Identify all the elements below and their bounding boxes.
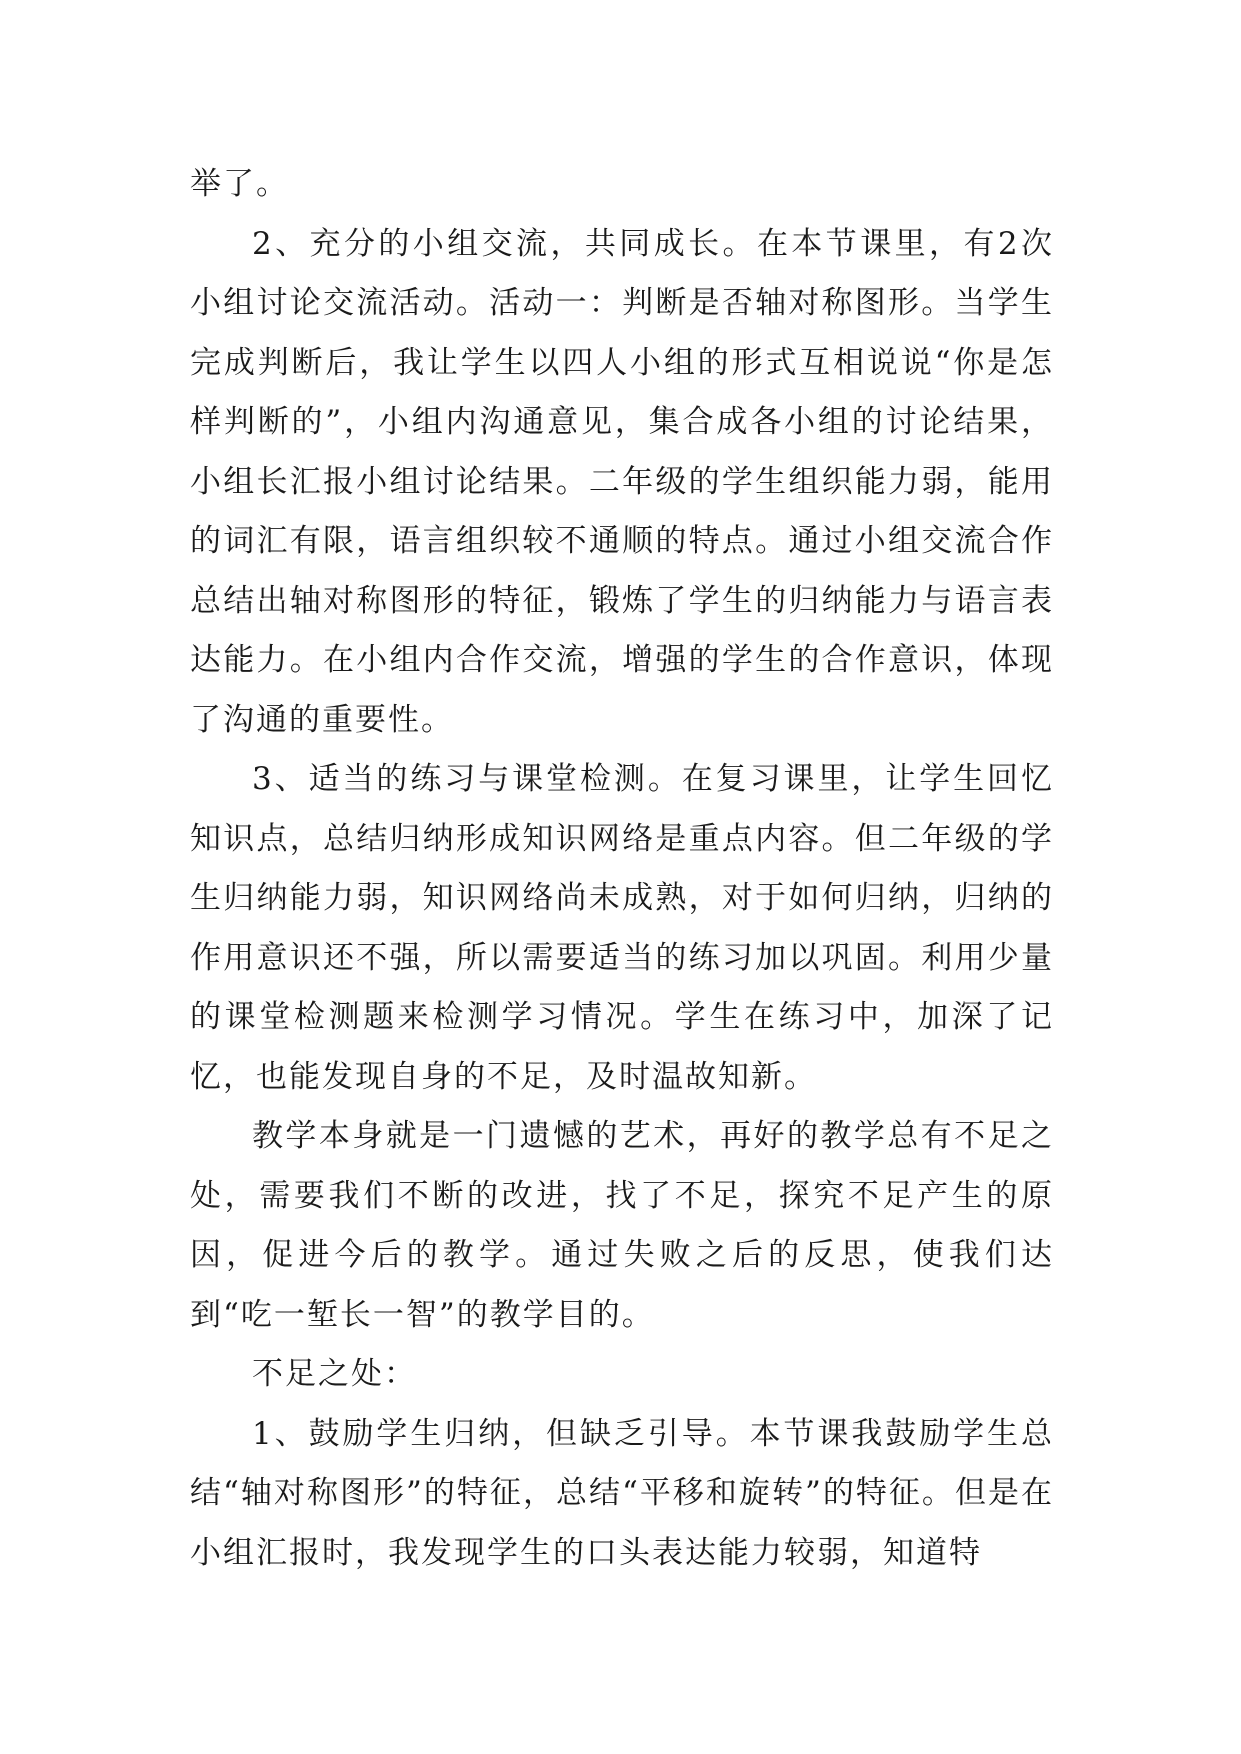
paragraph-reflection: 教学本身就是一门遗憾的艺术，再好的教学总有不足之处，需要我们不断的改进，找了不足，探究不足产生的原因，促进今后的教学。通过失败之后的反思，使我们达到“吃一堑长一智”的教学目的。 [190, 1118, 1054, 1333]
paragraph-point-2: 2、充分的小组交流，共同成长。在本节课里，有2次小组讨论交流活动。活动一：判断是否轴对称图形。当学生完成判断后，我让学生以四人小组的形式互相说说“你是怎样判断的”，小组内沟通意见，集合成各小组的讨论结果，小组长汇报小组讨论结果。二年级的学生组织能力弱，能用的词汇有限，语言组织较不通顺的特点。通过小组交流合作总结出轴对称图形的特征，锻炼了学生的归纳能力与语言表达能力。在小组内合作交流，增强的学生的合作意识，体现了沟通的重要性。 [190, 225, 1054, 738]
paragraph-point-3: 3、适当的练习与课堂检测。在复习课里，让学生回忆知识点，总结归纳形成知识网络是重点内容。但二年级的学生归纳能力弱，知识网络尚未成熟，对于如何归纳，归纳的作用意识还不强，所以需要适当的练习加以巩固。利用少量的课堂检测题来检测学习情况。学生在练习中，加深了记忆，也能发现自身的不足，及时温故知新。 [190, 761, 1054, 1095]
paragraph-shortcoming-1: 1、鼓励学生归纳，但缺乏引导。本节课我鼓励学生总结“轴对称图形”的特征，总结“平移和旋转”的特征。但是在小组汇报时，我发现学生的口头表达能力较弱，知道特 [190, 1415, 1054, 1571]
document-body [190, 155, 1054, 1583]
section-heading-shortcomings: 不足之处： [252, 1356, 417, 1392]
paragraph-continuation: 举了。 [190, 166, 289, 202]
